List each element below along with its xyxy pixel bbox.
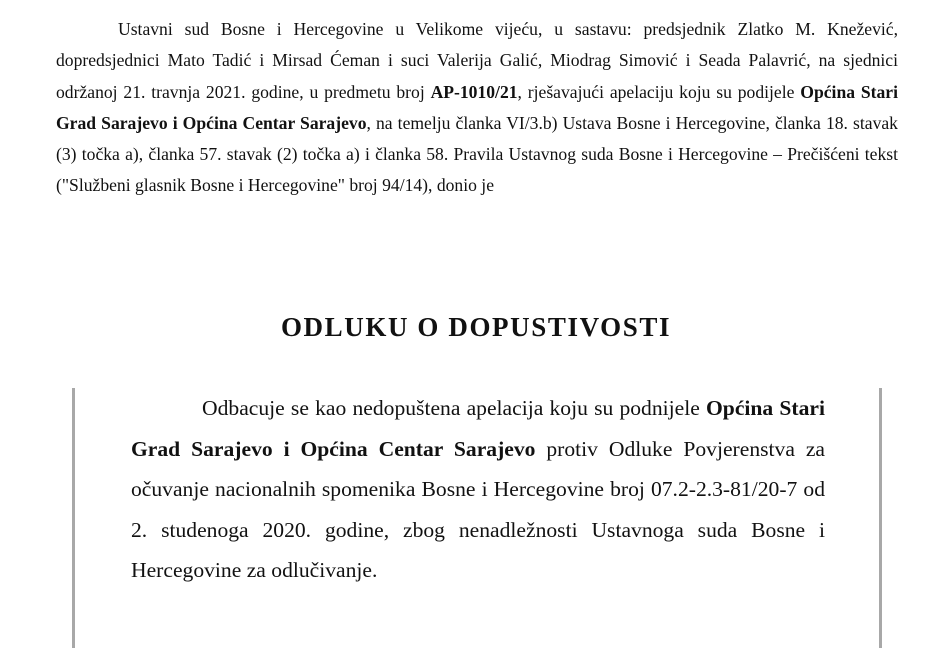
- decision-appellants: Općina Stari Grad Sarajevo i Općina Centar Sarajevo: [131, 396, 825, 461]
- decision-text-part1: Odbacuje se kao nedopuštena apelacija koju su podnijele: [202, 396, 707, 420]
- intro-appellants: Općina Stari Grad Sarajevo i Općina Centar Sarajevo: [56, 81, 899, 133]
- decision-box: [72, 388, 882, 648]
- decision-text-part2: protiv Odluke Povjerenstva za očuvanje nacionalnih spomenika Bosne i Hercegovine broj 07.2-2.3-81/20-7 od 2. studenoga 2020. godine, zbog nenadležnosti Ustavnoga suda Bosne i Hercegovine za odlučivanje.: [131, 436, 825, 583]
- decision-paragraph: [131, 388, 825, 591]
- intro-text-part1: Ustavni sud Bosne i Hercegovine u Velikome vijeću, u sastavu: predsjednik Zlatko M. Knežević, dopredsjednici Mato Tadić i Mirsad Ćeman i suci Valerija Galić, Miodrag Simović i Seada Palavrić, na sjednici održanoj 21. travnja 2021. godine, u predmetu broj: [56, 19, 898, 102]
- intro-paragraph: [56, 14, 898, 202]
- intro-text-part2: , rješavajući apelaciju koju su podijele: [517, 81, 801, 102]
- decision-heading: ODLUKU O DOPUSTIVOSTI: [280, 312, 672, 342]
- intro-text-part3: , na temelju članka VI/3.b) Ustava Bosne i Hercegovine, članka 18. stavak (3) točka a), članka 57. stavak (2) točka a) i članka 58. Pravila Ustavnog suda Bosne i Hercegovine – Prečišćeni tekst ("Službeni glasnik Bosne i Hercegovine" broj 94/14), donio je: [56, 112, 898, 196]
- case-number: AP-1010/21: [430, 81, 518, 102]
